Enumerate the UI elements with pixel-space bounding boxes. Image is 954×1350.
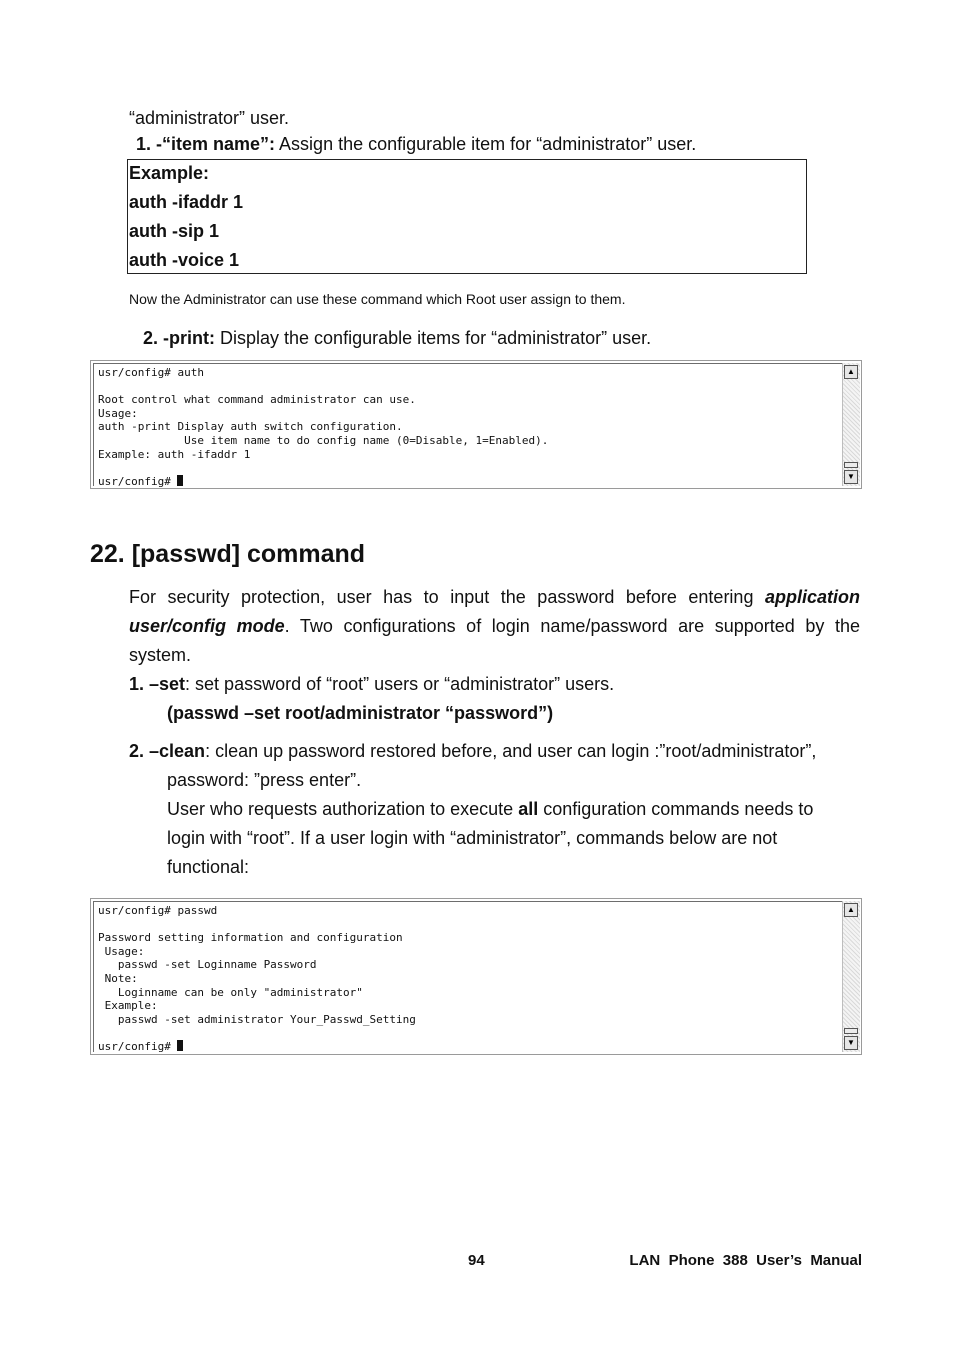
terminal-passwd <box>90 898 862 1055</box>
set-text: : set password of “root” users or “administrator” users. <box>185 674 615 694</box>
clean-label: 2. –clean <box>129 741 206 761</box>
scroll-up-arrow-icon[interactable]: ▲ <box>844 365 858 379</box>
terminal-prompt: usr/config# <box>98 1039 178 1053</box>
cursor-icon <box>177 475 183 486</box>
terminal-output-area[interactable] <box>93 363 842 486</box>
section-heading: 22. [passwd] command <box>90 540 366 568</box>
item-name-label: 1. -“item name”: <box>136 134 276 154</box>
terminal-scrollbar[interactable] <box>842 363 860 486</box>
page-number: 94 <box>468 1252 485 1269</box>
set-option <box>129 670 614 699</box>
auth-note-line: login with “root”. If a user login with “administrator”, commands below are not <box>167 828 778 848</box>
terminal-prompt: usr/config# <box>98 474 178 488</box>
clean-text: : clean up password restored before, and user can login :”root/administrator”, <box>205 741 817 761</box>
example-line: Example: <box>129 163 210 183</box>
scroll-up-arrow-icon[interactable]: ▲ <box>844 903 858 917</box>
manual-title: LAN Phone 388 User’s Manual <box>629 1252 862 1269</box>
example-box <box>127 159 807 274</box>
scroll-down-arrow-icon[interactable]: ▼ <box>844 1036 858 1050</box>
scroll-down-arrow-icon[interactable]: ▼ <box>844 470 858 484</box>
item-name-text: Assign the configurable item for “administrator” user. <box>275 134 697 154</box>
terminal-output-area[interactable] <box>93 901 842 1052</box>
set-label: 1. –set <box>129 674 186 694</box>
scroll-thumb[interactable] <box>844 462 858 468</box>
example-line: auth -sip 1 <box>129 221 220 241</box>
paragraph-line: system. <box>129 645 192 665</box>
terminal-output: usr/config# auth Root control what command administrator can use. Usage: auth -print Display auth switch configuration. Use item name to do config name (0=Disable, 1=Enabled). Example: auth -ifaddr 1 usr/config# <box>98 366 549 488</box>
cursor-icon <box>177 1040 183 1051</box>
intro-continuation: “administrator” user. <box>129 108 290 128</box>
print-label: 2. -print: <box>143 328 215 348</box>
set-usage: (passwd –set root/administrator “password”) <box>167 703 554 723</box>
print-text: Display the configurable items for “administrator” user. <box>215 328 652 348</box>
auth-note-line: functional: <box>167 857 250 877</box>
clean-option <box>129 737 816 766</box>
note-text: Now the Administrator can use these command which Root user assign to them. <box>129 291 626 307</box>
auth-note-line: User who requests authorization to execute all configuration commands needs to <box>167 799 814 819</box>
example-line: auth -voice 1 <box>129 250 240 270</box>
terminal-output: usr/config# passwd Password setting information and configuration Usage: passwd -set Loginname Password Note: Loginname can be only "administrator" Example: passwd -set administrator Your_Passwd_Setting usr/config# <box>98 904 416 1053</box>
paragraph-line: For security protection, user has to input the password before entering application <box>129 587 860 607</box>
scroll-thumb[interactable] <box>844 1028 858 1034</box>
terminal-scrollbar[interactable] <box>842 901 860 1052</box>
terminal-auth <box>90 360 862 489</box>
example-line: auth -ifaddr 1 <box>129 192 244 212</box>
paragraph-line: user/config mode. Two configurations of login name/password are supported by the <box>129 616 860 636</box>
clean-text-cont: password: ”press enter”. <box>167 770 362 790</box>
item-name-description <box>136 130 696 159</box>
print-description <box>143 324 651 353</box>
